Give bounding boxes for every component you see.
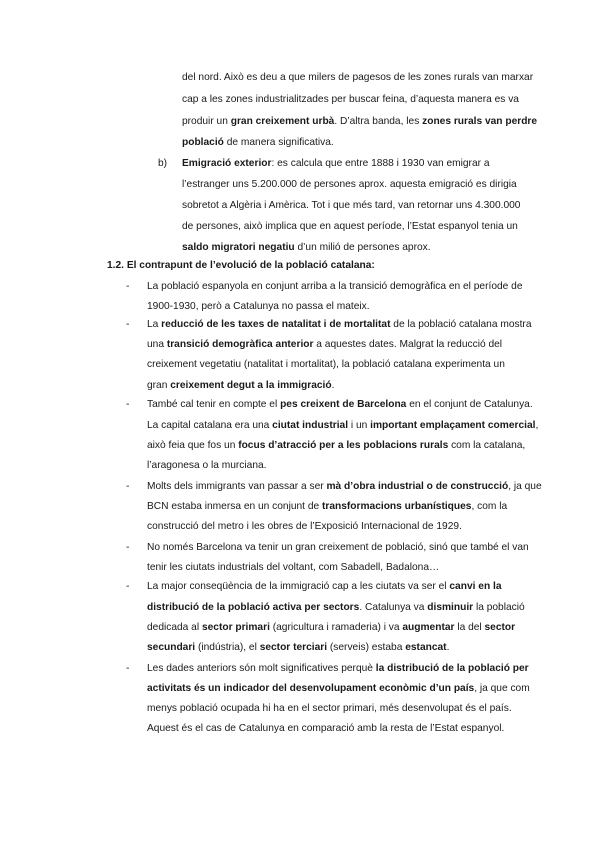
text-run: , com la <box>471 501 508 512</box>
text-line <box>147 621 515 635</box>
text-run: tenir les ciutats industrials del voltant, com Sabadell, Badalona… <box>147 562 440 573</box>
text-run: creixement vegetatiu (natalitat i mortalitat), la població catalana experimenta un <box>147 359 505 370</box>
text-run: BCN estaba inmersa en un conjunt de <box>147 501 322 512</box>
text-line <box>147 300 370 314</box>
bold-text: focus d’atracció per a les poblacions rurals <box>238 440 449 451</box>
text-line <box>182 136 334 150</box>
text-run: : es calcula que entre 1888 i 1930 van emigrar a <box>271 158 490 169</box>
text-line <box>147 580 502 594</box>
text-run: de manera significativa. <box>223 137 334 148</box>
text-run: També cal tenir en compte el <box>147 399 281 410</box>
bold-text: transformacions urbanístiques <box>322 501 472 512</box>
text-run: la del <box>454 622 485 633</box>
bold-text: la distribució de la població per <box>375 663 529 674</box>
bullet-marker: - <box>126 399 130 410</box>
bold-text: sector <box>484 622 516 633</box>
text-line <box>147 379 334 393</box>
text-run: l’estranger uns 5.200.000 de persones aprox. aquesta emigració es dirigia <box>182 179 517 190</box>
bold-text: sector primari <box>201 622 270 633</box>
text-run: dedicada al <box>147 622 202 633</box>
text-line <box>182 241 431 255</box>
text-run: , ja que com <box>474 683 530 694</box>
text-run: com la catalana, <box>448 440 526 451</box>
text-line <box>147 419 538 433</box>
section-heading: 1.2. El contrapunt de l’evolució de la població catalana: <box>107 260 375 271</box>
text-line <box>147 398 533 412</box>
text-line <box>147 520 462 534</box>
text-line <box>147 338 502 352</box>
text-run: de la població catalana mostra <box>390 319 532 330</box>
bullet-marker: - <box>126 319 130 330</box>
bullet-marker: - <box>126 281 130 292</box>
bold-text: canvi en la <box>449 581 502 592</box>
text-run: (indústria), el <box>195 642 260 653</box>
text-run: La població espanyola en conjunt arriba a la transició demogràfica en el període de <box>147 281 523 292</box>
text-run: l’aragonesa o la murciana. <box>147 460 267 471</box>
text-line <box>147 722 504 736</box>
text-line <box>147 439 525 453</box>
text-line <box>147 682 530 696</box>
text-run: de persones, això implica que en aquest període, l’Estat espanyol tenia un <box>182 221 518 232</box>
list-marker-b: b) <box>158 158 168 169</box>
text-line <box>147 459 267 473</box>
text-run: sobretot a Algèria i Amèrica. Tot i que més tard, van retornar uns 4.300.000 <box>182 200 521 211</box>
text-line <box>182 178 517 192</box>
bold-text: estancat <box>405 642 447 653</box>
text-run: Les dades anteriors són molt significatives perquè <box>147 663 376 674</box>
bold-text: reducció de les taxes de natalitat i de mortalitat <box>161 319 391 330</box>
text-run: Molts dels immigrants van passar a ser <box>147 481 327 492</box>
bold-text: ciutat industrial <box>272 420 349 431</box>
text-run: . Catalunya va <box>359 602 428 613</box>
bullet-marker: - <box>126 663 130 674</box>
text-run: d’un milió de persones aprox. <box>294 242 431 253</box>
text-run: una <box>147 339 167 350</box>
bold-text: creixement degut a la immigració <box>170 380 332 391</box>
bold-text: Emigració exterior <box>182 158 272 169</box>
text-line <box>147 280 523 294</box>
bold-text: saldo migratori negatiu <box>182 242 295 253</box>
text-line <box>147 358 505 372</box>
text-run: La <box>147 319 162 330</box>
text-run: del nord. Això es deu a que milers de pagesos de les zones rurals van marxar <box>182 72 534 83</box>
text-run: . D’altra banda, les <box>334 116 423 127</box>
text-run: cap a les zones industrialitzades per buscar feina, d’aquesta manera es va <box>182 94 519 105</box>
text-line <box>147 702 512 716</box>
bold-text: secundari <box>147 642 196 653</box>
text-line <box>147 601 525 615</box>
bold-text: disminuir <box>427 602 474 613</box>
text-run: Aquest és el cas de Catalunya en comparació amb la resta de l’Estat espanyol. <box>147 723 505 734</box>
text-run: això feia que fos un <box>147 440 239 451</box>
text-run: menys població ocupada hi ha en el sector primari, més desenvolupat és el país. <box>147 703 512 714</box>
text-run: (serveis) estaba <box>327 642 406 653</box>
text-run: 1900-1930, però a Catalunya no passa el mateix. <box>147 301 370 312</box>
text-run: a aquestes dates. Malgrat la reducció del <box>313 339 503 350</box>
bold-text: sector terciari <box>259 642 328 653</box>
bold-text: distribució de la població activa per sectors <box>147 602 360 613</box>
text-run: produir un <box>182 116 231 127</box>
text-line <box>147 541 529 555</box>
text-run: , ja que <box>508 481 542 492</box>
text-run: construcció del metro i les obres de l’Exposició Internacional de 1929. <box>147 521 462 532</box>
text-run: La major conseqüència de la immigració cap a les ciutats va ser el <box>147 581 450 592</box>
bullet-marker: - <box>126 542 130 553</box>
text-line <box>182 71 533 85</box>
bold-text: activitats és un indicador del desenvolupament econòmic d’un país <box>147 683 475 694</box>
text-line <box>182 220 518 234</box>
bold-text: important emplaçament comercial <box>370 420 536 431</box>
bold-text: pes creixent de Barcelona <box>280 399 407 410</box>
text-line <box>147 561 439 575</box>
text-line <box>182 115 537 129</box>
bold-text: població <box>182 137 224 148</box>
bullet-marker: - <box>126 481 130 492</box>
bold-text: gran creixement urbà <box>230 116 335 127</box>
text-run: La capital catalana era una <box>147 420 273 431</box>
text-line <box>147 641 449 655</box>
text-run: , <box>535 420 539 431</box>
text-line <box>147 480 542 494</box>
text-run: (agricultura i ramaderia) i va <box>269 622 403 633</box>
bold-text: zones rurals van perdre <box>422 116 538 127</box>
text-line <box>182 93 519 107</box>
bold-text: transició demogràfica anterior <box>166 339 314 350</box>
text-run: No només Barcelona va tenir un gran creixement de població, sinó que també el van <box>147 542 529 553</box>
text-run: i un <box>348 420 371 431</box>
bullet-marker: - <box>126 581 130 592</box>
bold-text: augmentar <box>402 622 455 633</box>
text-run: . <box>331 380 335 391</box>
text-run: gran <box>147 380 171 391</box>
text-run: en el conjunt de Catalunya. <box>406 399 533 410</box>
text-line <box>147 662 529 676</box>
text-run: la població <box>473 602 525 613</box>
text-line <box>147 500 507 514</box>
text-line <box>182 157 490 171</box>
text-line <box>182 199 520 213</box>
bold-text: mà d’obra industrial o de construcció <box>326 481 509 492</box>
text-run: . <box>446 642 450 653</box>
text-line <box>147 318 531 332</box>
